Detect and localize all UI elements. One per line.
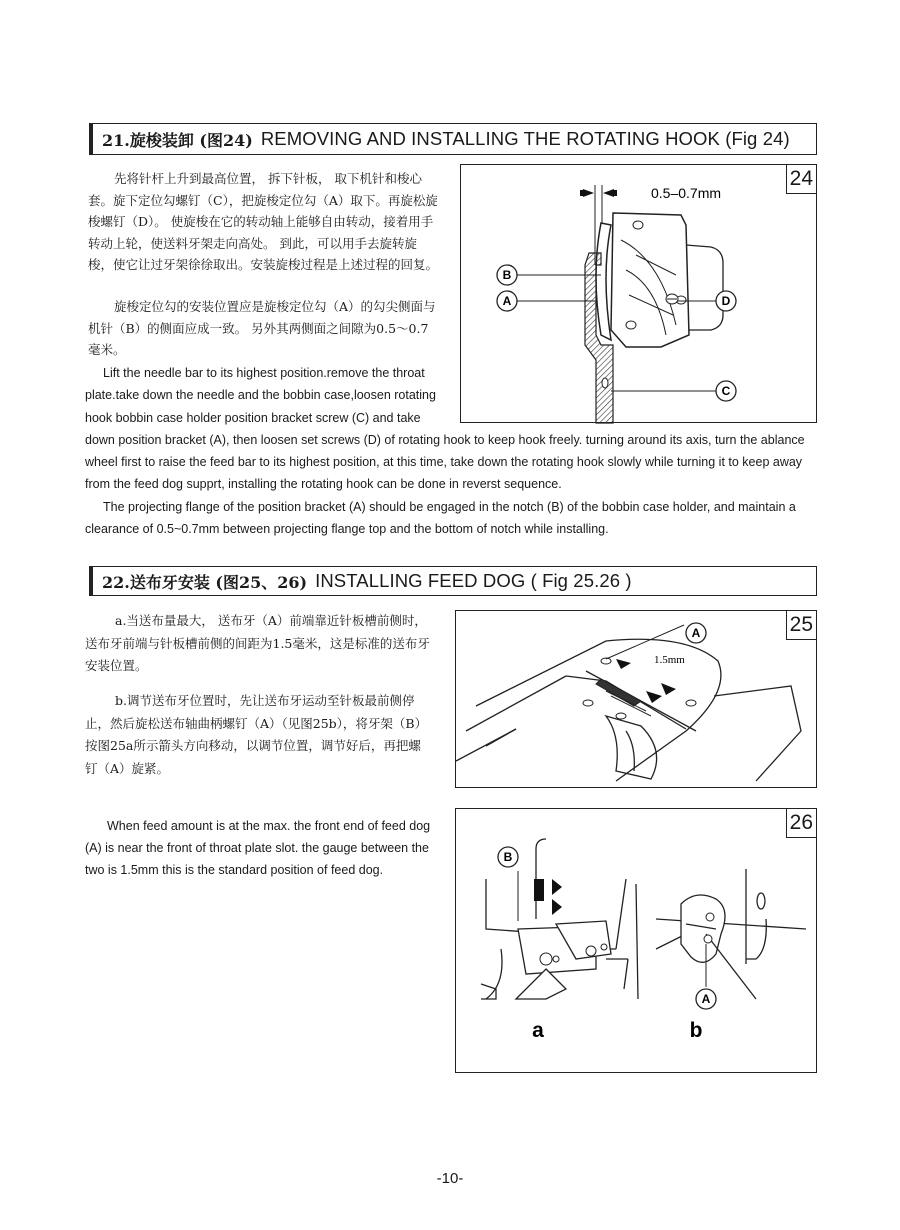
section-22-heading <box>89 566 817 596</box>
section-22-title-cn: 22.送布牙安装 (图25、26) <box>102 572 308 592</box>
section-22-title-en: INSTALLING FEED DOG ( Fig 25.26 ) <box>315 570 632 591</box>
section-21-heading <box>89 123 817 155</box>
section-21-en-para-1: Lift the needle bar to its highest position.remove the throat plate.take down the needle and the bobbin case,loosen rotating hook bobbin case holder position bracket screw (C) and take down position bracket (A), then loosen set screws (D) of rotating hook to keep hook freely. turning around its axis, turn the ablance wheel first to raise the feed bar to its highest position, at this time, take down the rotating hook slowly while turning it to keep away from the feed dog supprt, installing the rotating hook can be done in reverst sequence. <box>85 366 805 492</box>
section-22-cn-para-a: a.当送布量最大， 送布牙（A）前端靠近针板槽前侧时，送布牙前端与针板槽前侧的间距为1.5毫米，这是标准的送布牙安装位置。 <box>85 613 430 673</box>
page-number: -10- <box>436 1170 464 1187</box>
subfigure-a-caption: a <box>532 1019 544 1042</box>
up-down-arrows <box>534 879 562 915</box>
feed-dog-plate-illustration <box>456 611 818 789</box>
fig26-label-a: A <box>701 992 711 1006</box>
screw-hole-icon <box>757 893 765 909</box>
rotating-hook-illustration <box>461 165 818 424</box>
fig24-dimension-text: 0.5–0.7mm <box>651 185 722 201</box>
heading-bar <box>89 123 93 155</box>
section-21-en-para-2: The projecting flange of the position bracket (A) should be engaged in the notch (B) of the bobbin case holder, and maintain a clearance of 0.5~0.7mm between projecting flange top and the bottom of notch while installing. <box>85 499 796 537</box>
label-a-circle <box>497 291 517 311</box>
fig24-label-d: D <box>721 294 731 308</box>
label-d-circle <box>716 291 736 311</box>
fig24-label-b: B <box>502 268 512 282</box>
section-22-en-line-1: When feed amount is at the max. the front end of feed dog <box>107 819 431 833</box>
hook-body <box>596 213 723 347</box>
section-21-cn-para-1: 先将针杆上升到最高位置， 拆下针板， 取下机针和梭心套。旋下定位勾螺钉（C），把旋梭定位勾（A）取下。再旋松旋梭螺钉（D）。 使旋梭在它的转动轴上能够自由转动，接着用手转动上轮，使送料牙架走向高处。 到此，可以用手去旋转旋梭，使它让过牙架徐徐取出。安装旋梭过程是上述过程的回复。 <box>88 171 439 272</box>
heading-bar <box>89 566 93 596</box>
figure-24-number: 24 <box>786 165 816 194</box>
throat-plate <box>456 639 801 781</box>
figure-26-number: 26 <box>786 809 816 838</box>
section-22-cn-para-b: b.调节送布牙位置时，先让送布牙运动至针板最前侧停止，然后旋松送布轴曲柄螺钉（A）（见图25b），将牙架（B）按图25a所示箭头方向移动，以调节位置，调节好后，再把螺钉（A）旋紧。 <box>85 693 428 776</box>
subfigure-b-caption: b <box>689 1019 703 1042</box>
feed-bar-adjustment-illustration <box>456 809 818 1074</box>
fig26-label-a-circle <box>696 989 716 1009</box>
fig25-label-a-circle <box>686 623 706 643</box>
figure-26 <box>455 808 817 1073</box>
figure-25-number: 25 <box>786 611 816 640</box>
fig24-label-c: C <box>721 384 731 398</box>
section-21-title-en: REMOVING AND INSTALLING THE ROTATING HOOK (Fig 24) <box>260 128 790 149</box>
feed-dog <box>583 658 696 719</box>
section-22-en-para-2: (A) is near the front of throat plate slot. the gauge between the two is 1.5mm this is the standard position of feed dog. <box>85 841 429 878</box>
figure-25 <box>455 610 817 788</box>
figure-24 <box>460 164 817 423</box>
fig25-label-a: A <box>691 626 701 640</box>
fig25-dimension-text: 1.5mm <box>654 654 685 666</box>
subfigure-b-drawing <box>636 869 806 999</box>
label-b-circle <box>497 265 517 285</box>
label-c-circle <box>716 381 736 401</box>
section-21-title-cn: 21.旋梭装卸 (图24) <box>102 130 253 150</box>
fig26-label-b: B <box>503 850 513 864</box>
fig24-label-a: A <box>502 294 512 308</box>
fig26-label-b-circle <box>498 847 518 867</box>
section-21-cn-para-2: 旋梭定位勾的安装位置应是旋梭定位勾（A）的勾尖侧面与机针（B）的侧面应成一致。 另外其两侧面之间隙为0.5～0.7毫米。 <box>88 299 436 357</box>
